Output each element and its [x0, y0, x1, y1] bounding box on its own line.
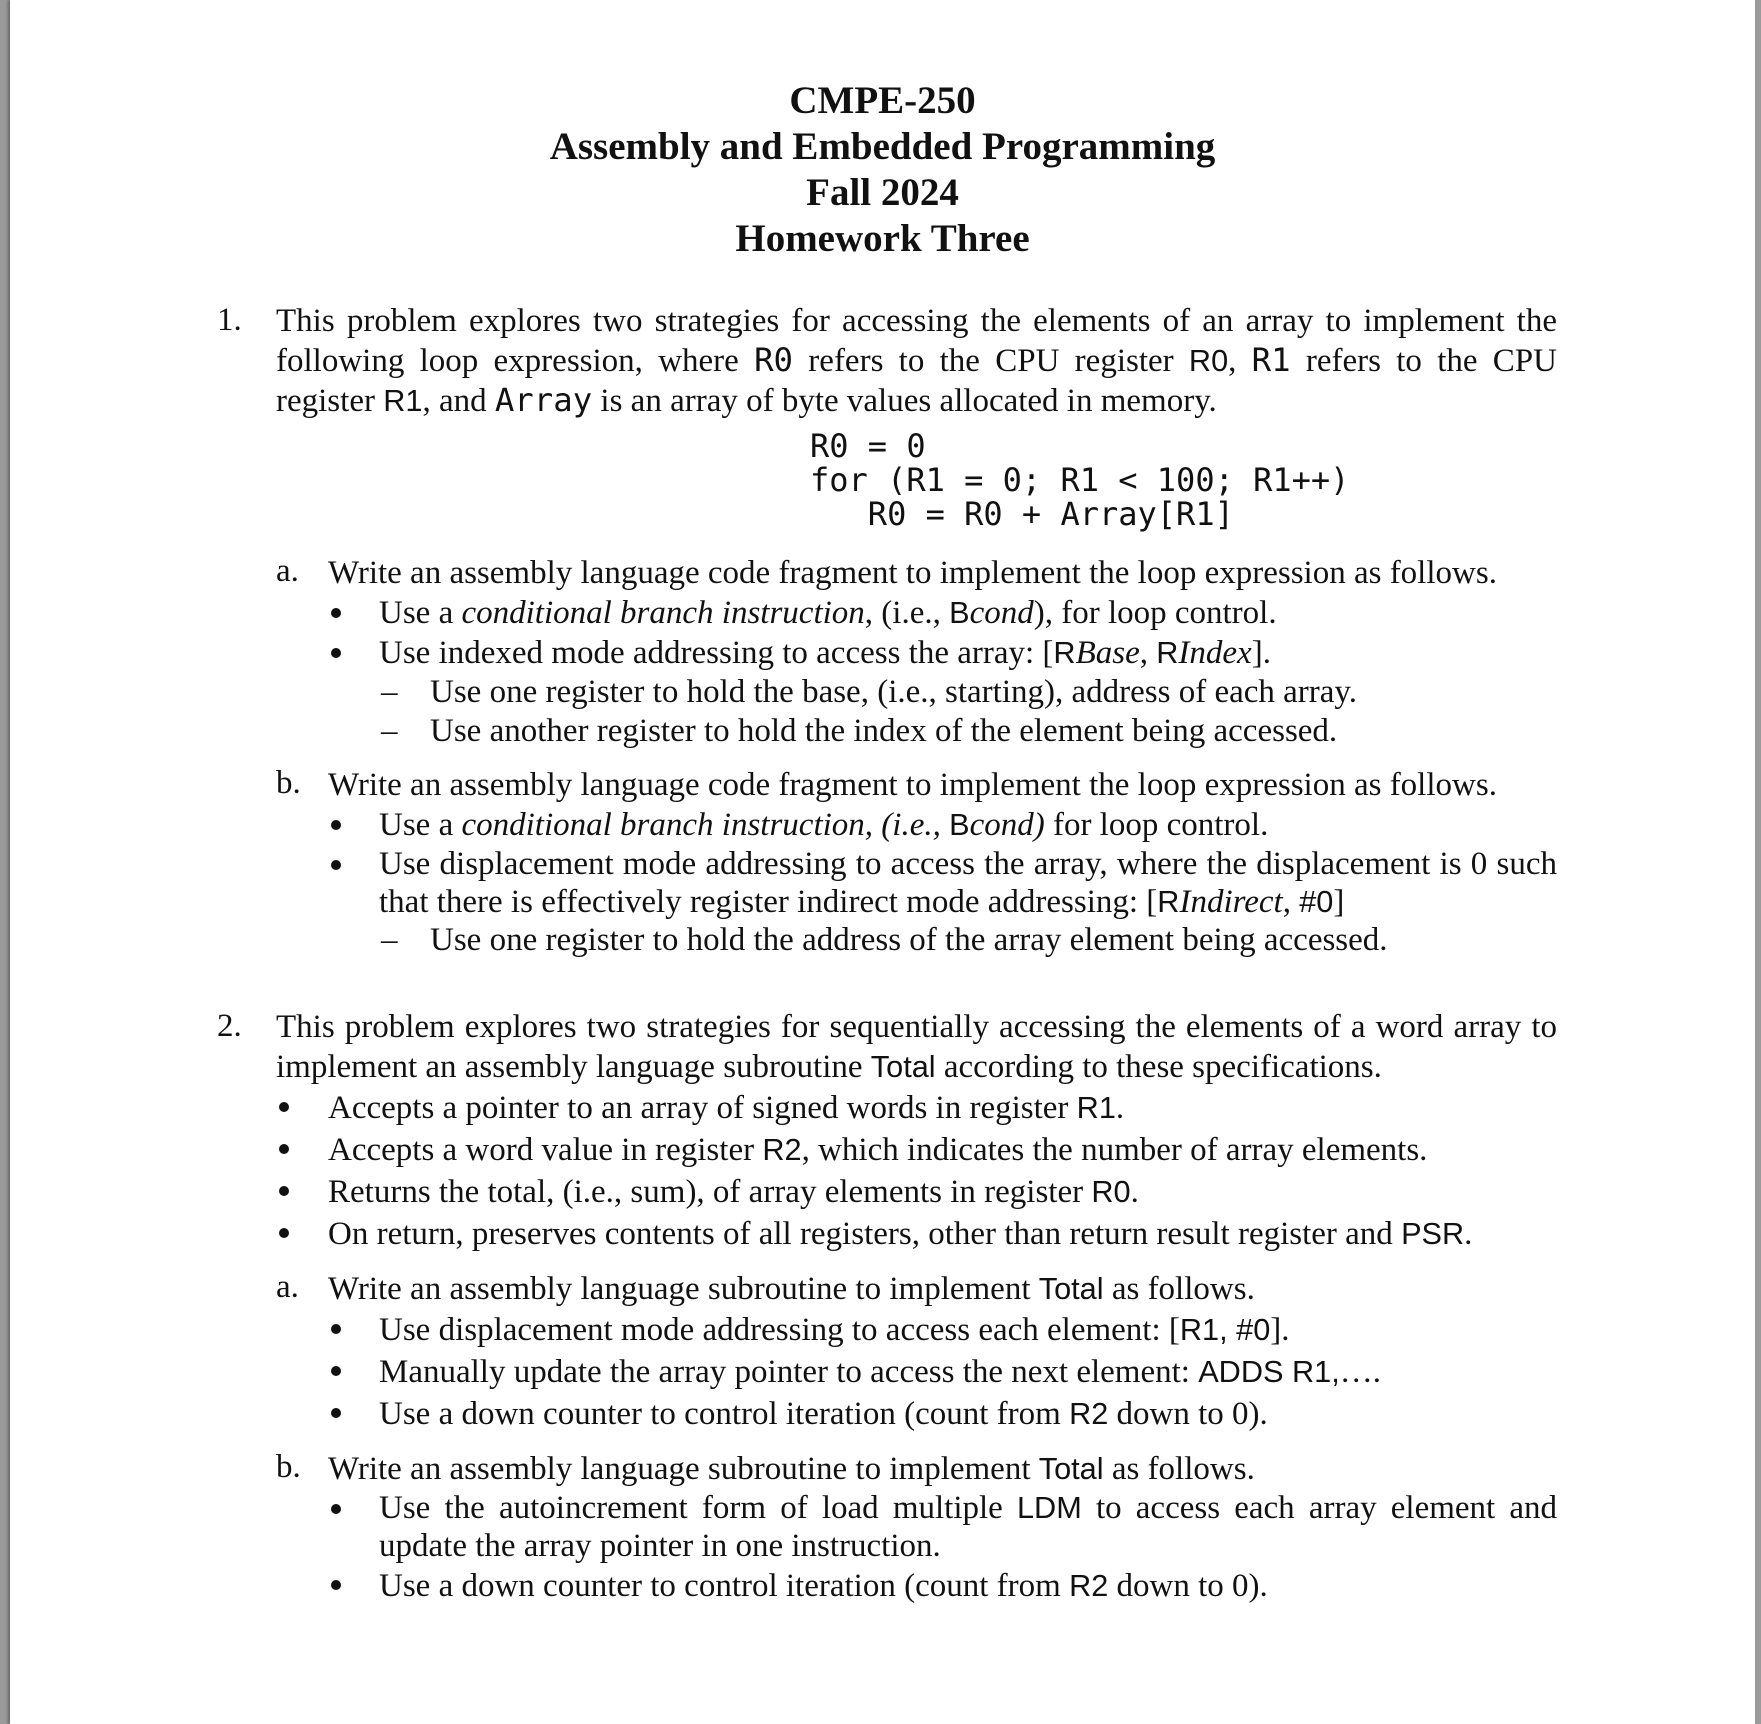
course-code: CMPE-250	[789, 79, 976, 122]
title-block	[10, 78, 1755, 262]
bullet-list	[328, 1489, 1557, 1607]
course-title: Assembly and Embedded Programming	[549, 125, 1216, 168]
list-item: Use indexed mode addressing to access the array: [RBase, RIndex]. – Use one register to hold the base, (i.e., starting), address of each array. – Use another register to hold the index of the element being accessed.	[328, 633, 1557, 751]
subproblem-letter: b.	[276, 1449, 301, 1485]
list-item: – Use one register to hold the base, (i.e., starting), address of each array.	[379, 673, 1557, 712]
subproblem-text: Write an assembly language code fragment to implement the loop expression as follows.	[328, 555, 1497, 591]
assignment-title: Homework Three	[735, 217, 1030, 260]
problem-statement: This problem explores two strategies for sequentially accessing the elements of a word array to implement an assembly language subroutine Total according to these specifications.	[276, 1009, 1557, 1085]
list-item: Use a down counter to control iteration (count from R2 down to 0).	[328, 1565, 1557, 1607]
subproblem-text: Write an assembly language subroutine to implement Total as follows.	[328, 1271, 1255, 1307]
loop-code	[810, 429, 1557, 531]
list-item: Returns the total, (i.e., sum), of array elements in register R0.	[276, 1171, 1557, 1213]
code-line: for (R1 = 0; R1 < 100; R1++)	[810, 461, 1350, 499]
list-item: Accepts a word value in register R2, which indicates the number of array elements.	[276, 1129, 1557, 1171]
bullet-list	[328, 805, 1557, 960]
term: Fall 2024	[806, 171, 959, 214]
list-item: Use a down counter to control iteration (count from R2 down to 0).	[328, 1393, 1557, 1435]
dash-list	[379, 921, 1557, 960]
list-item: Use the autoincrement form of load multiple LDM to access each array element and update the array pointer in one instruction.	[328, 1489, 1557, 1565]
subproblem-1b	[276, 765, 1557, 960]
problem-number: 1.	[217, 302, 242, 338]
subproblem-text: Write an assembly language subroutine to implement Total as follows.	[328, 1451, 1255, 1487]
subproblem-letter: a.	[276, 553, 299, 589]
problem-2	[217, 1008, 1557, 1607]
code-line: R0 = R0 + Array[R1]	[810, 495, 1234, 533]
code-line: R0 = 0	[810, 427, 926, 465]
problem-1	[217, 302, 1557, 960]
subproblem-letter: a.	[276, 1269, 299, 1305]
spec-list	[276, 1087, 1557, 1255]
subproblem-text: Write an assembly language code fragment to implement the loop expression as follows.	[328, 767, 1497, 803]
list-item: Use a conditional branch instruction, (i.e., Bcond), for loop control.	[328, 593, 1557, 633]
list-item: Use displacement mode addressing to access the array, where the displacement is 0 such that there is effectively register indirect mode addressing: [RIndirect, #0] – Use one register to hold the address of the array element being accessed.	[328, 845, 1557, 960]
problem-statement: This problem explores two strategies for accessing the elements of an array to implement the following loop expression, where R0 refers to the CPU register R0, R1 refers to the CPU register R1, and Array is an array of byte values allocated in memory.	[276, 303, 1557, 419]
bullet-list	[328, 593, 1557, 751]
list-item: Use displacement mode addressing to access each element: [R1, #0].	[328, 1309, 1557, 1351]
subproblem-2b	[276, 1449, 1557, 1607]
subproblem-letter: b.	[276, 765, 301, 801]
list-item: On return, preserves contents of all registers, other than return result register and PSR.	[276, 1213, 1557, 1255]
list-item: Accepts a pointer to an array of signed words in register R1.	[276, 1087, 1557, 1129]
list-item: – Use another register to hold the index of the element being accessed.	[379, 712, 1557, 751]
content	[10, 302, 1755, 1607]
bullet-list	[328, 1309, 1557, 1435]
list-item: Manually update the array pointer to access the next element: ADDS R1,….	[328, 1351, 1557, 1393]
problem-number: 2.	[217, 1008, 242, 1044]
dash-list	[379, 673, 1557, 751]
document-page	[10, 0, 1755, 1724]
subproblem-1a	[276, 553, 1557, 751]
list-item: Use a conditional branch instruction, (i.e., Bcond) for loop control.	[328, 805, 1557, 845]
list-item: – Use one register to hold the address of the array element being accessed.	[379, 921, 1557, 960]
subproblem-2a	[276, 1269, 1557, 1435]
